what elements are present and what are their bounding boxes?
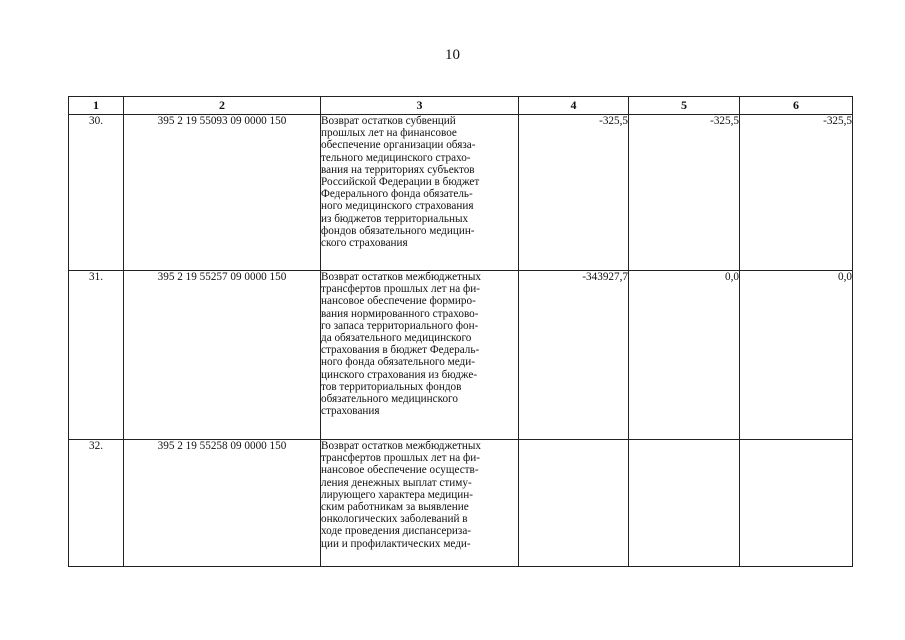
description-line: ного фонда обязательного меди- bbox=[321, 356, 475, 369]
description-line: лирующего характера медицин- bbox=[321, 488, 473, 501]
description-line: тов территориальных фондов bbox=[321, 380, 462, 393]
table-row bbox=[69, 115, 853, 271]
description-line: го запаса территориального фон- bbox=[321, 319, 479, 332]
table-row bbox=[69, 440, 853, 567]
value-col-4: -343927,7 bbox=[519, 271, 629, 440]
description-line: ции и профилактических меди- bbox=[321, 537, 471, 550]
description-line: ходе проведения диспансериза- bbox=[321, 525, 472, 538]
table-header-row bbox=[69, 97, 853, 115]
header-col-1: 1 bbox=[69, 97, 124, 115]
budget-code: 395 2 19 55093 09 0000 150 bbox=[124, 115, 321, 271]
header-col-6: 6 bbox=[740, 97, 853, 115]
description-line: прошлых лет на финансовое bbox=[321, 127, 457, 140]
value-col-5 bbox=[629, 440, 740, 567]
description-line: фондов обязательного медицин- bbox=[321, 224, 475, 237]
budget-code: 395 2 19 55257 09 0000 150 bbox=[124, 271, 321, 440]
description-line: Возврат остатков межбюджетных bbox=[321, 271, 482, 283]
description-line: обеспечение организации обяза- bbox=[321, 139, 476, 152]
row-number: 32. bbox=[69, 440, 124, 567]
value-col-5: 0,0 bbox=[629, 271, 740, 440]
header-col-4: 4 bbox=[519, 97, 629, 115]
description-line: вания нормированного страхово- bbox=[321, 307, 479, 320]
value-col-4: -325,5 bbox=[519, 115, 629, 271]
header-col-5: 5 bbox=[629, 97, 740, 115]
description-line: из бюджетов территориальных bbox=[321, 212, 469, 225]
description-line: нансовое обеспечение осуществ- bbox=[321, 464, 479, 477]
table-row bbox=[69, 271, 853, 440]
description-line: ского страхования bbox=[321, 237, 408, 250]
description-line: нансовое обеспечение формиро- bbox=[321, 295, 476, 308]
description-line: страхования bbox=[321, 405, 380, 418]
header-col-2: 2 bbox=[124, 97, 321, 115]
value-col-6: -325,5 bbox=[740, 115, 853, 271]
description-line: да обязательного медицинского bbox=[321, 332, 472, 345]
row-number: 30. bbox=[69, 115, 124, 271]
description-line: ления денежных выплат стиму- bbox=[321, 476, 472, 489]
description-line: Возврат остатков субвенций bbox=[321, 115, 456, 127]
header-col-3: 3 bbox=[321, 97, 519, 115]
page-number: 10 bbox=[445, 47, 460, 63]
value-col-6 bbox=[740, 440, 853, 567]
description-line: вания на территориях субъектов bbox=[321, 163, 475, 176]
value-col-5: -325,5 bbox=[629, 115, 740, 271]
row-description bbox=[321, 115, 519, 271]
budget-table bbox=[68, 96, 853, 567]
description-line: страхования в бюджет Федераль- bbox=[321, 344, 480, 357]
description-line: цинского страхования из бюдже- bbox=[321, 368, 478, 381]
row-description bbox=[321, 271, 519, 440]
description-line: трансфертов прошлых лет на фи- bbox=[321, 452, 480, 465]
description-line: ного медицинского страхования bbox=[321, 200, 474, 213]
description-line: тельного медицинского страхо- bbox=[321, 151, 471, 164]
budget-code: 395 2 19 55258 09 0000 150 bbox=[124, 440, 321, 567]
value-col-4 bbox=[519, 440, 629, 567]
description-line: Федерального фонда обязатель- bbox=[321, 188, 473, 201]
description-line: обязательного медицинского bbox=[321, 393, 458, 406]
row-description bbox=[321, 440, 519, 567]
description-line: ским работникам за выявление bbox=[321, 501, 469, 514]
value-col-6: 0,0 bbox=[740, 271, 853, 440]
description-line: онкологических заболеваний в bbox=[321, 513, 468, 526]
row-number: 31. bbox=[69, 271, 124, 440]
description-line: трансфертов прошлых лет на фи- bbox=[321, 283, 480, 296]
description-line: Российской Федерации в бюджет bbox=[321, 176, 480, 189]
description-line: Возврат остатков межбюджетных bbox=[321, 440, 482, 452]
